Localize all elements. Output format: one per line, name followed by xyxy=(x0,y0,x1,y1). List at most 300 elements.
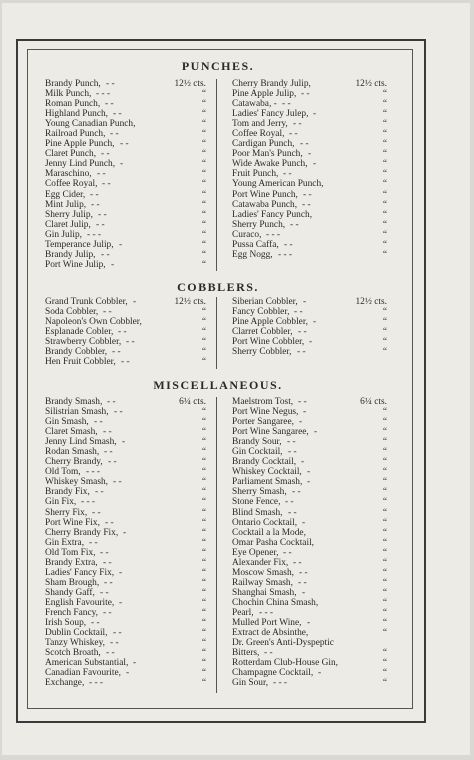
menu-item xyxy=(45,297,206,307)
menu-item xyxy=(232,337,387,347)
menu-item-price: “ xyxy=(201,517,206,528)
menu-item-leader: - - xyxy=(289,129,298,140)
menu-item-leader: - - xyxy=(120,139,129,150)
column-divider xyxy=(216,79,217,271)
menu-item-name: Clarret Cobbler, xyxy=(232,327,293,338)
menu-item-leader: - xyxy=(111,259,115,270)
menu-item-price: “ xyxy=(201,497,206,508)
menu-item-leader: - - xyxy=(292,487,301,498)
menu-item-price: “ xyxy=(201,487,206,498)
menu-item xyxy=(232,407,387,417)
menu-item-leader: - xyxy=(123,527,127,538)
menu-item xyxy=(45,200,206,210)
miscellaneous-left-column xyxy=(45,397,206,688)
menu-item-leader: - - xyxy=(113,109,122,120)
menu-item-leader: - xyxy=(122,437,126,448)
menu-item xyxy=(45,467,206,477)
menu-item xyxy=(232,397,387,407)
menu-item-leader: - - xyxy=(96,219,105,230)
menu-item xyxy=(45,230,206,240)
menu-item xyxy=(232,139,387,149)
menu-item-leader: - xyxy=(309,337,313,348)
menu-item-name: Port Wine Julip, xyxy=(45,259,106,270)
menu-item xyxy=(45,407,206,417)
cobblers-left-column xyxy=(45,297,206,367)
menu-item-price: “ xyxy=(382,307,387,318)
menu-item-leader: - - - xyxy=(81,497,96,508)
menu-item-name: Whiskey Cocktail, xyxy=(232,467,302,478)
menu-item-price: “ xyxy=(382,457,387,468)
menu-item-price: “ xyxy=(382,427,387,438)
menu-item-price: 12½ cts. xyxy=(174,297,206,307)
menu-item-leader: - - xyxy=(110,638,119,649)
menu-item xyxy=(45,477,206,487)
menu-item-leader: - - xyxy=(301,89,310,100)
menu-item-price: “ xyxy=(201,347,206,358)
menu-item-name: Claret Julip, xyxy=(45,219,91,230)
menu-item-name: Blind Smash, xyxy=(232,507,283,518)
menu-item xyxy=(45,417,206,427)
menu-item-name: Gin Extra, xyxy=(45,537,85,548)
menu-item-leader: - xyxy=(302,587,306,598)
menu-item-leader: - - xyxy=(126,337,135,348)
menu-item-leader: - xyxy=(126,668,130,679)
menu-item-price: “ xyxy=(201,407,206,418)
menu-item-leader: - xyxy=(308,149,312,160)
menu-item-price: “ xyxy=(382,119,387,130)
menu-item-price: “ xyxy=(201,179,206,190)
menu-item-price: “ xyxy=(382,169,387,180)
menu-item-name: Gin Fix, xyxy=(45,497,77,508)
menu-item-name: Egg Nogg, xyxy=(232,249,273,260)
menu-item xyxy=(232,588,387,598)
menu-item-price: “ xyxy=(382,577,387,588)
menu-item-name: Chochin China Smash, xyxy=(232,597,319,608)
menu-item xyxy=(45,437,206,447)
menu-item-price: “ xyxy=(382,678,387,689)
menu-item xyxy=(45,109,206,119)
section-title-punches: PUNCHES. xyxy=(181,59,255,73)
menu-item-name: Sherry Cobbler, xyxy=(232,347,292,358)
menu-item-leader: - - xyxy=(300,139,309,150)
menu-item-leader: - xyxy=(301,457,305,468)
menu-item xyxy=(232,447,387,457)
menu-item-name: Pine Apple Cobbler, xyxy=(232,317,308,328)
menu-item xyxy=(45,457,206,467)
menu-item-name: Rotterdam Club-House Gin, xyxy=(232,658,338,669)
menu-item-price: “ xyxy=(201,618,206,629)
menu-item xyxy=(232,169,387,179)
section-title-miscellaneous: MISCELLANEOUS. xyxy=(153,378,283,392)
menu-item-price: “ xyxy=(382,149,387,160)
menu-item-name: Sherry Julip, xyxy=(45,209,93,220)
menu-item-price: “ xyxy=(382,537,387,548)
menu-item-name: Catawaba Punch, xyxy=(232,199,298,210)
menu-item-price: “ xyxy=(201,259,206,270)
menu-item xyxy=(45,99,206,109)
section-title-cobblers: COBBLERS. xyxy=(177,280,259,294)
menu-item-price: “ xyxy=(201,638,206,649)
menu-item xyxy=(45,658,206,668)
menu-item-leader: - xyxy=(120,159,124,170)
menu-item xyxy=(45,427,206,437)
menu-item xyxy=(45,139,206,149)
menu-item-name: Sherry Smash, xyxy=(232,487,287,498)
menu-item-name: Maelstrom Tost, xyxy=(232,397,294,407)
menu-item xyxy=(45,508,206,518)
menu-item-price: “ xyxy=(201,317,206,328)
menu-item-leader: - - xyxy=(299,567,308,578)
menu-item-price: “ xyxy=(201,607,206,618)
menu-item-leader: - - xyxy=(89,537,98,548)
menu-item xyxy=(232,608,387,618)
menu-item xyxy=(232,417,387,427)
menu-item-price: “ xyxy=(382,199,387,210)
menu-item xyxy=(232,528,387,538)
menu-item xyxy=(45,588,206,598)
menu-item-price: “ xyxy=(201,678,206,689)
menu-item-price: “ xyxy=(201,229,206,240)
menu-item xyxy=(45,497,206,507)
menu-item-name: Brandy Julip, xyxy=(45,249,96,260)
menu-item-price: “ xyxy=(382,597,387,608)
menu-item-leader: - xyxy=(307,618,311,629)
menu-item xyxy=(45,149,206,159)
menu-item-name: Egg Cider, xyxy=(45,189,86,200)
menu-item xyxy=(232,307,387,317)
menu-item-name: Curaco, xyxy=(232,229,262,240)
menu-item xyxy=(45,347,206,357)
menu-item-name: Canadian Favourite, xyxy=(45,668,122,679)
menu-item-leader: - - xyxy=(303,189,312,200)
menu-item-leader: - - xyxy=(106,648,115,659)
menu-item-name: Highland Punch, xyxy=(45,109,109,120)
menu-item-name: Roman Punch, xyxy=(45,99,101,110)
menu-item xyxy=(45,397,206,407)
menu-item-name: Port Wine Sangaree, xyxy=(232,427,309,438)
menu-item-leader: - - xyxy=(302,199,311,210)
menu-item-leader: - - - xyxy=(87,229,102,240)
menu-item xyxy=(232,658,387,668)
menu-item-name: Strawberry Cobbler, xyxy=(45,337,122,348)
menu-item xyxy=(232,668,387,678)
menu-item-leader: - - xyxy=(283,547,292,558)
menu-item-price: “ xyxy=(382,249,387,260)
menu-item xyxy=(45,260,206,270)
menu-item xyxy=(45,159,206,169)
menu-item xyxy=(45,307,206,317)
menu-item-leader: - - - xyxy=(89,678,104,689)
menu-item-name: Sham Brough, xyxy=(45,577,100,588)
menu-item xyxy=(45,447,206,457)
menu-item-leader: - - xyxy=(101,149,110,160)
menu-item-name: Ladies' Fancy Punch, xyxy=(232,209,313,220)
menu-item-name: Pine Apple Julip, xyxy=(232,89,297,100)
menu-item-leader: - xyxy=(303,407,307,418)
menu-item-price: 12½ cts. xyxy=(355,297,387,307)
menu-item-name: Tom and Jerry, xyxy=(232,119,288,130)
menu-item-price: “ xyxy=(201,89,206,100)
menu-item-leader: - - xyxy=(103,557,112,568)
menu-item-name: Esplanade Cobler, xyxy=(45,327,114,338)
menu-item xyxy=(45,210,206,220)
menu-item-leader: - xyxy=(313,109,317,120)
menu-item-leader: - - - xyxy=(266,229,281,240)
menu-item-price: “ xyxy=(382,219,387,230)
menu-item-price: “ xyxy=(382,618,387,629)
menu-item-price: “ xyxy=(382,587,387,598)
menu-item xyxy=(45,648,206,658)
menu-item-name: Extract de Absinthe, xyxy=(232,628,309,639)
menu-item xyxy=(232,250,387,260)
menu-item-price: 12½ cts. xyxy=(355,79,387,89)
menu-item-price: “ xyxy=(201,447,206,458)
menu-item-price: “ xyxy=(382,447,387,458)
menu-item-price: “ xyxy=(201,587,206,598)
menu-item-name: Alexander Fix, xyxy=(232,557,289,568)
column-divider xyxy=(216,297,217,369)
menu-item xyxy=(45,578,206,588)
menu-item xyxy=(45,638,206,648)
menu-item-name: Brandy Smash, xyxy=(45,397,103,407)
menu-item xyxy=(232,467,387,477)
menu-item-name: Pearl, xyxy=(232,607,254,618)
menu-item-price: “ xyxy=(201,467,206,478)
menu-item-leader: - xyxy=(299,417,303,428)
menu-item xyxy=(45,518,206,528)
menu-item-price: “ xyxy=(201,668,206,679)
menu-item-leader: - - xyxy=(107,397,116,407)
menu-item-leader: - - xyxy=(112,347,121,358)
menu-item-name: Port Wine Cobbler, xyxy=(232,337,305,348)
menu-item-name: Cherry Brandy, xyxy=(45,457,103,468)
menu-item-leader: - - xyxy=(297,347,306,358)
menu-item-price: “ xyxy=(382,179,387,190)
menu-item-price: “ xyxy=(201,219,206,230)
menu-item-name: Railway Smash, xyxy=(232,577,293,588)
menu-item-leader: - - - xyxy=(259,607,274,618)
menu-item-name: Soda Cobbler, xyxy=(45,307,99,318)
menu-item-name: Wide Awake Punch, xyxy=(232,159,308,170)
menu-item-price: “ xyxy=(201,307,206,318)
menu-item xyxy=(45,317,206,327)
menu-item-price: “ xyxy=(382,527,387,538)
menu-item-leader: - xyxy=(313,159,317,170)
menu-item-name: Brandy Extra, xyxy=(45,557,98,568)
menu-item-price: “ xyxy=(382,497,387,508)
menu-item-leader: - - xyxy=(121,357,130,368)
menu-item-leader: - - xyxy=(114,407,123,418)
menu-item-price: 12½ cts. xyxy=(174,79,206,89)
menu-item-price: “ xyxy=(201,139,206,150)
menu-item-name: Old Tom, xyxy=(45,467,81,478)
menu-item-price: “ xyxy=(382,567,387,578)
menu-item-price: “ xyxy=(201,628,206,639)
menu-item-name: Parliament Smash, xyxy=(232,477,303,488)
menu-item-leader: - - xyxy=(113,477,122,488)
menu-item-name: English Favourite, xyxy=(45,597,115,608)
menu-item-price: “ xyxy=(201,507,206,518)
menu-item xyxy=(232,477,387,487)
menu-item-name: Cherry Brandy Julip, xyxy=(232,79,311,89)
menu-item-name: Silistrian Smash, xyxy=(45,407,109,418)
menu-item-price: “ xyxy=(201,557,206,568)
menu-item xyxy=(232,548,387,558)
menu-item-name: Pussa Caffa, xyxy=(232,239,279,250)
menu-item-price: “ xyxy=(201,357,206,368)
menu-item xyxy=(232,327,387,337)
menu-item-name: Stone Fence, xyxy=(232,497,281,508)
punches-left-column xyxy=(45,79,206,270)
menu-item xyxy=(232,568,387,578)
menu-item-leader: - - xyxy=(101,249,110,260)
menu-item xyxy=(232,578,387,588)
menu-item-price: “ xyxy=(201,567,206,578)
menu-item-leader: - - xyxy=(97,169,106,180)
menu-item-price: “ xyxy=(382,547,387,558)
cobblers-right-column xyxy=(232,297,387,357)
menu-item-price: “ xyxy=(382,487,387,498)
menu-item xyxy=(232,109,387,119)
menu-item-leader: - - xyxy=(294,307,303,318)
menu-item xyxy=(45,678,206,688)
menu-item-leader: - - xyxy=(98,209,107,220)
menu-item-price: “ xyxy=(201,119,206,130)
menu-item-leader: - - xyxy=(103,427,112,438)
menu-item-leader: - - xyxy=(110,129,119,140)
menu-item-name: Scotch Broath, xyxy=(45,648,101,659)
menu-item xyxy=(232,89,387,99)
menu-item-name: Eye Opener, xyxy=(232,547,279,558)
menu-item-price: “ xyxy=(201,327,206,338)
menu-item-name: Poor Man's Punch, xyxy=(232,149,303,160)
menu-item xyxy=(45,240,206,250)
menu-item-name: Claret Smash, xyxy=(45,427,98,438)
menu-item xyxy=(232,317,387,327)
menu-item-price: “ xyxy=(382,229,387,240)
menu-item xyxy=(45,548,206,558)
menu-item-name: Dublin Cocktail, xyxy=(45,628,108,639)
menu-item-price: “ xyxy=(382,517,387,528)
menu-item-leader: - - - xyxy=(278,249,293,260)
menu-item-name: Port Wine Negus, xyxy=(232,407,299,418)
column-divider xyxy=(216,397,217,693)
menu-item-name: Brandy Fix, xyxy=(45,487,90,498)
menu-item-price: “ xyxy=(382,557,387,568)
menu-item-price: “ xyxy=(382,507,387,518)
menu-item xyxy=(232,149,387,159)
menu-item-price: “ xyxy=(382,89,387,100)
menu-item xyxy=(45,179,206,189)
menu-item-name: Coffee Royal, xyxy=(232,129,285,140)
menu-item-name: American Substantial, xyxy=(45,658,129,669)
menu-item-leader: - - - xyxy=(273,678,288,689)
menu-item xyxy=(232,99,387,109)
menu-item-leader: - xyxy=(318,668,322,679)
menu-item-leader: - - - xyxy=(86,467,101,478)
menu-item xyxy=(45,79,206,89)
menu-item-price: “ xyxy=(201,658,206,669)
menu-item-name: Gin Cocktail, xyxy=(232,447,283,458)
menu-item-leader: - - xyxy=(288,447,297,458)
menu-item xyxy=(45,558,206,568)
menu-item-price: “ xyxy=(201,457,206,468)
menu-item-name: Brandy Punch, xyxy=(45,79,101,89)
menu-item-price: “ xyxy=(382,437,387,448)
menu-item-price: “ xyxy=(201,189,206,200)
menu-item-name: Catawaba, - xyxy=(232,99,277,110)
menu-item-price: 6¼ cts. xyxy=(360,397,387,407)
menu-item-price: “ xyxy=(382,417,387,428)
menu-item-name: Claret Punch, xyxy=(45,149,97,160)
menu-item-leader: - xyxy=(307,467,311,478)
menu-item-leader: - - xyxy=(90,189,99,200)
menu-item-name: Ladies' Fancy Julep, xyxy=(232,109,309,120)
menu-item xyxy=(232,538,387,548)
menu-item-leader: - - xyxy=(94,417,103,428)
menu-item-price: “ xyxy=(382,209,387,220)
menu-item xyxy=(232,638,387,648)
menu-item-leader: - - - xyxy=(96,89,111,100)
menu-item-leader: - - xyxy=(91,618,100,629)
menu-item-price: “ xyxy=(382,159,387,170)
menu-item-leader: - - xyxy=(100,547,109,558)
menu-item xyxy=(45,487,206,497)
menu-item-leader: - - xyxy=(103,307,112,318)
menu-item xyxy=(45,89,206,99)
menu-item-price: “ xyxy=(382,477,387,488)
menu-item xyxy=(45,129,206,139)
menu-item-name: Mint Julip, xyxy=(45,199,87,210)
menu-item-name: Shandy Gaff, xyxy=(45,587,95,598)
menu-item xyxy=(45,327,206,337)
menu-item-name: Brandy Cobbler, xyxy=(45,347,108,358)
menu-item-leader: - - xyxy=(288,507,297,518)
menu-item-price: “ xyxy=(382,668,387,679)
menu-item-name: Brandy Sour, xyxy=(232,437,282,448)
menu-item-price: “ xyxy=(382,347,387,358)
menu-item-price: “ xyxy=(201,337,206,348)
menu-item xyxy=(232,119,387,129)
menu-item-leader: - xyxy=(314,427,318,438)
menu-item-name: Young Canadian Punch, xyxy=(45,119,136,130)
menu-item-leader: - - xyxy=(298,327,307,338)
menu-item-leader: - - xyxy=(105,99,114,110)
menu-item-name: Port Wine Fix, xyxy=(45,517,100,528)
menu-item-price: “ xyxy=(201,648,206,659)
menu-item-name: Fancy Cobbler, xyxy=(232,307,290,318)
menu-item-name: Ontario Cocktail, xyxy=(232,517,298,528)
menu-item-price: “ xyxy=(382,407,387,418)
menu-item xyxy=(232,159,387,169)
menu-item-leader: - - xyxy=(105,517,114,528)
menu-item-name: Omar Pasha Cocktail, xyxy=(232,537,315,548)
menu-item-leader: - - xyxy=(103,607,112,618)
menu-item xyxy=(45,250,206,260)
menu-item-name: Bitters, xyxy=(232,648,260,659)
menu-item-leader: - xyxy=(307,477,311,488)
menu-item xyxy=(232,347,387,357)
menu-item-name: Milk Punch, xyxy=(45,89,92,100)
menu-item-price: “ xyxy=(201,547,206,558)
menu-item xyxy=(45,169,206,179)
menu-item-name: Moscow Smash, xyxy=(232,567,294,578)
menu-item-price: “ xyxy=(201,527,206,538)
menu-item-leader: - - xyxy=(282,99,291,110)
menu-item-leader: - - xyxy=(285,497,294,508)
menu-item-leader: - - xyxy=(293,119,302,130)
menu-item-price: “ xyxy=(382,317,387,328)
